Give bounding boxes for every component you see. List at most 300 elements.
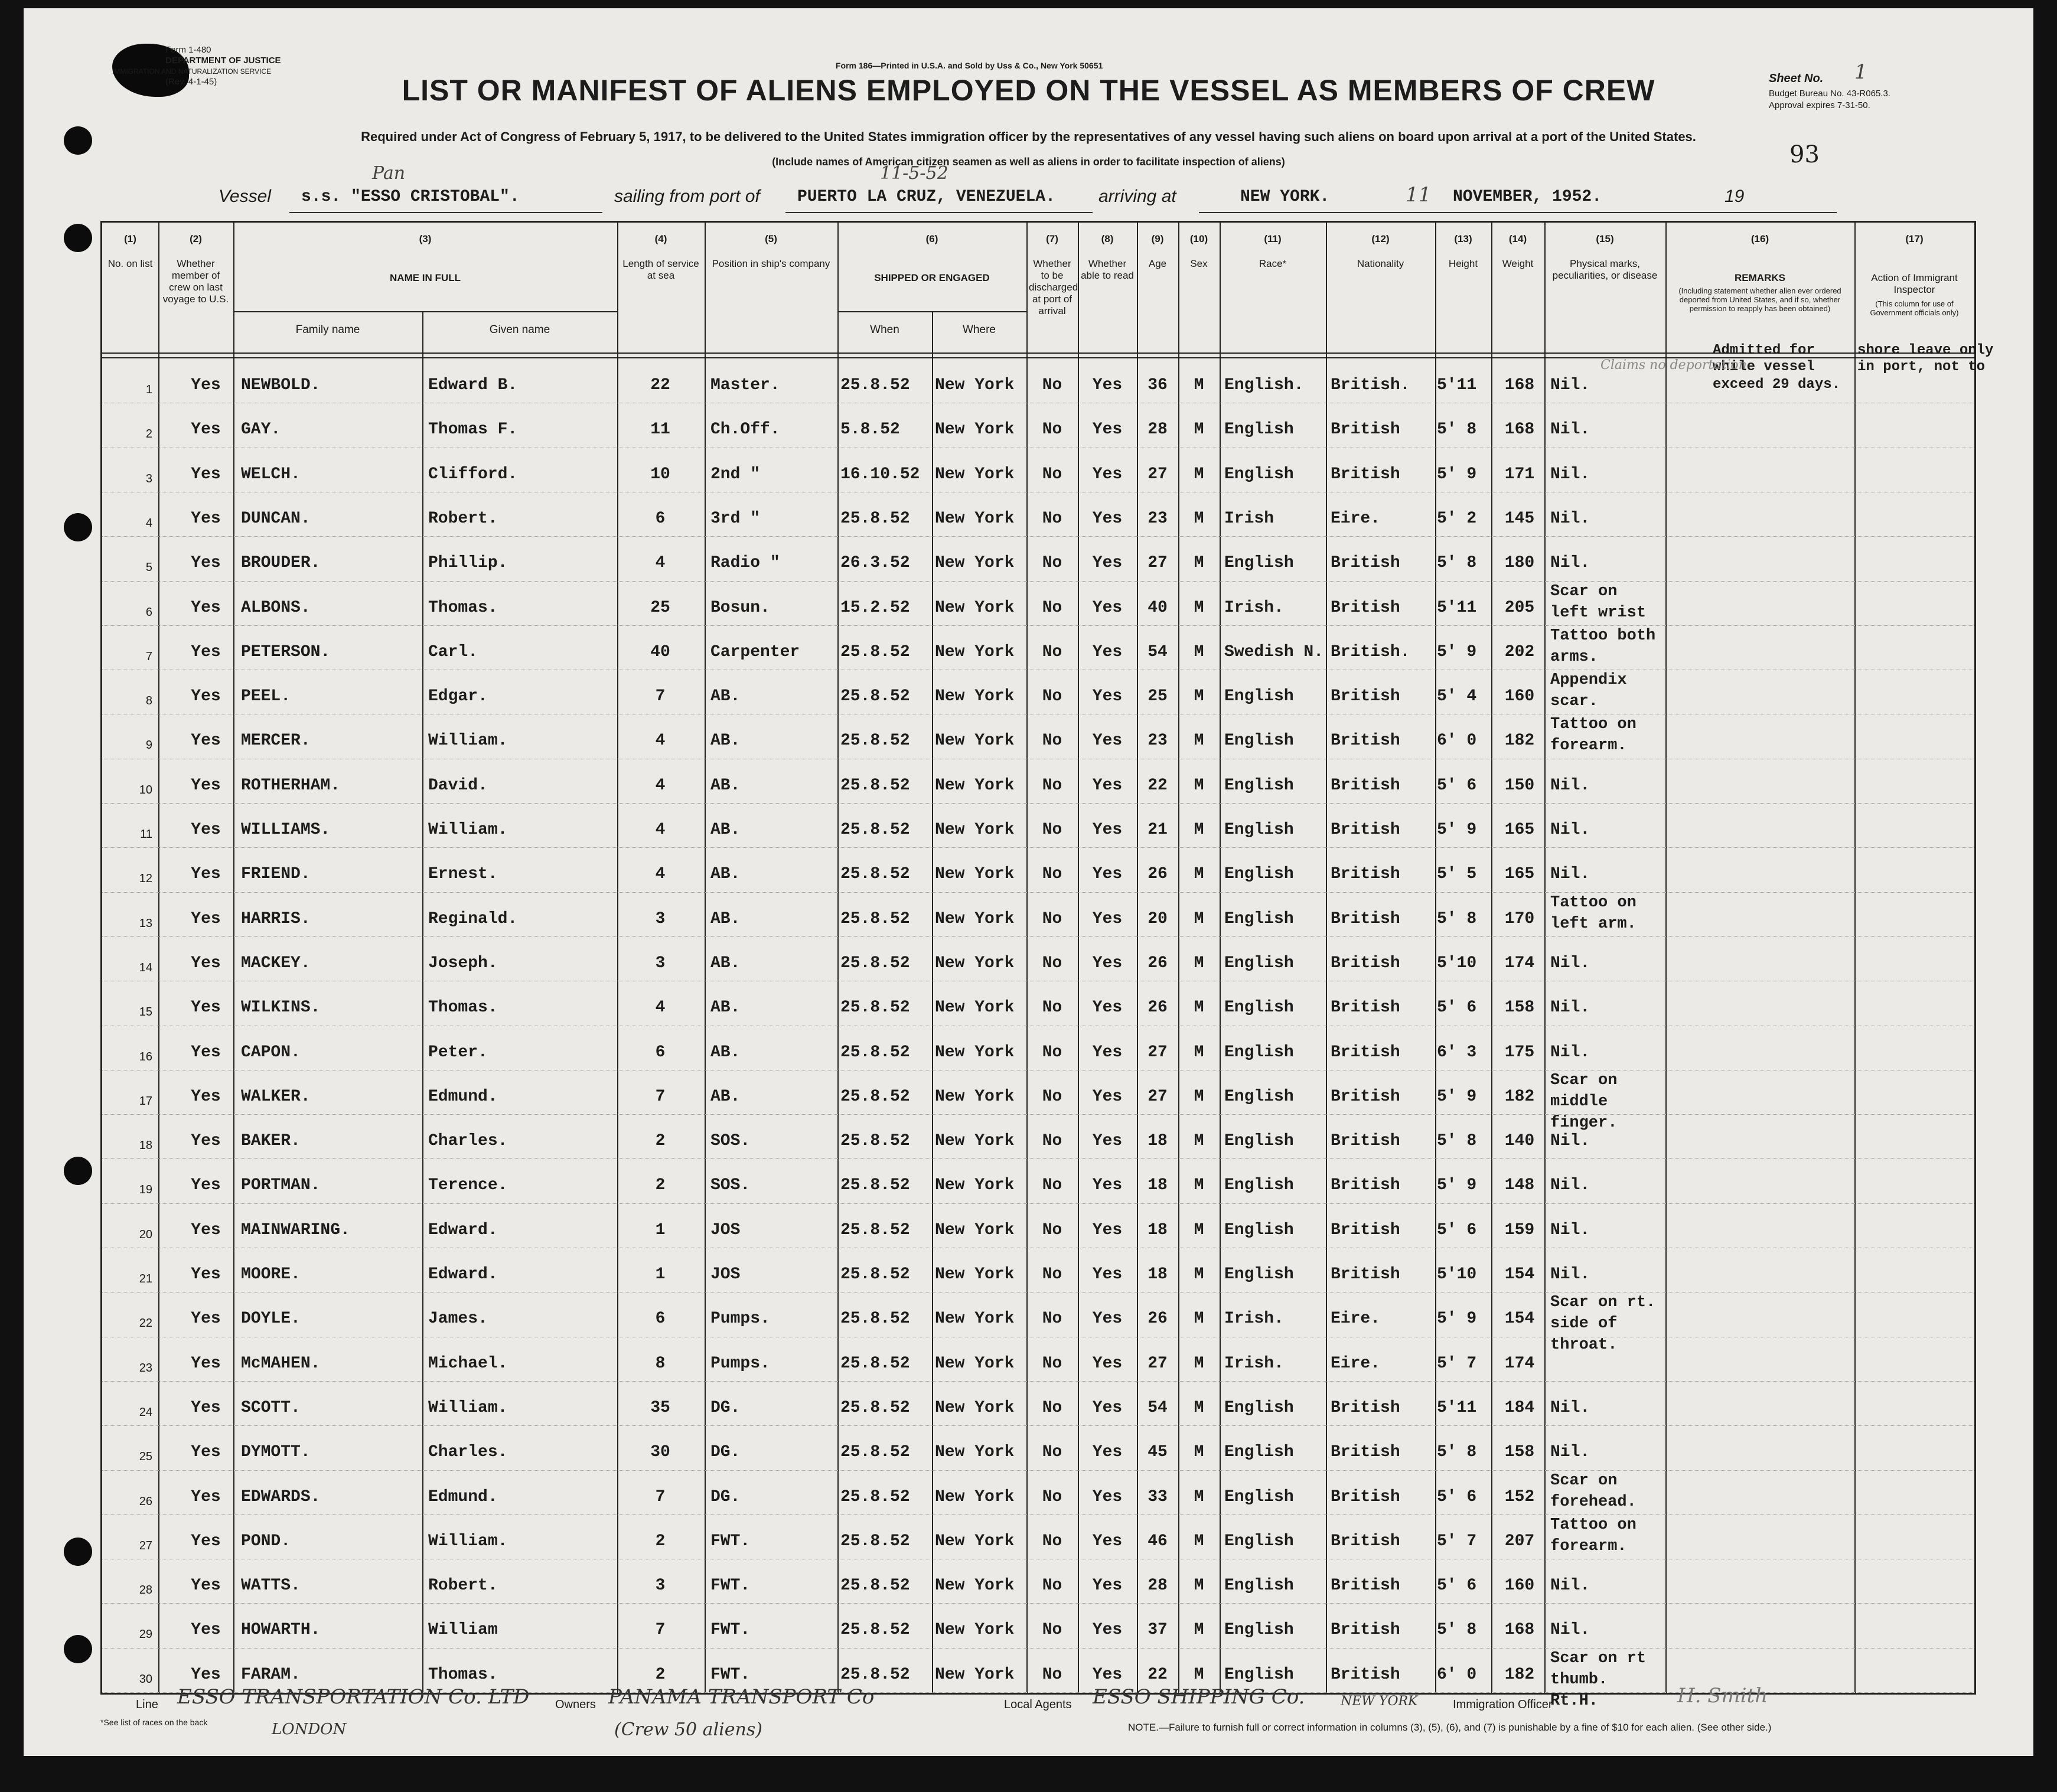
cell-position: Pumps.: [710, 1354, 770, 1373]
cell-given: Peter.: [428, 1043, 488, 1062]
cell-sex: M: [1194, 865, 1204, 884]
cell-sex: M: [1194, 954, 1204, 972]
cell-age: 27: [1148, 465, 1168, 484]
cell-age: 22: [1148, 776, 1168, 795]
column-header: NAME IN FULL: [390, 272, 461, 283]
cell-where: New York: [935, 1665, 1015, 1684]
cell-race: English: [1224, 687, 1294, 706]
column-header: No. on list: [107, 258, 153, 269]
cell-sex: M: [1194, 1220, 1204, 1239]
cell-disch: No: [1042, 1576, 1062, 1595]
cell-when: 25.8.52: [840, 732, 910, 750]
cell-sex: M: [1194, 687, 1204, 706]
cell-nat: British.: [1331, 376, 1410, 394]
cell-marks: Nil.: [1550, 1576, 1590, 1595]
cell-height: 6' 3: [1437, 1043, 1477, 1062]
cell-position: AB.: [710, 776, 741, 795]
cell-where: New York: [935, 1487, 1015, 1506]
cell-service: 2: [655, 1132, 666, 1151]
cell-nat: British: [1331, 554, 1400, 573]
cell-weight: 150: [1504, 776, 1535, 795]
cell-nat: Eire.: [1331, 1354, 1381, 1373]
cell-service: 2: [655, 1176, 666, 1195]
cell-read: Yes: [1092, 1087, 1123, 1106]
cell-read: Yes: [1092, 998, 1123, 1017]
cell-nat: British: [1331, 998, 1400, 1017]
cell-race: English: [1224, 1043, 1294, 1062]
cell-disch: No: [1042, 376, 1062, 394]
cell-given: David.: [428, 776, 488, 795]
cell-position: FWT.: [710, 1621, 751, 1640]
cell-disch: No: [1042, 909, 1062, 928]
cell-given: Clifford.: [428, 465, 518, 484]
cell-age: 40: [1148, 598, 1168, 617]
cell-age: 26: [1148, 1310, 1168, 1329]
cell-when: 25.8.52: [840, 1576, 910, 1595]
column-number: (6): [925, 233, 938, 244]
cell-age: 27: [1148, 1087, 1168, 1106]
cell-given: Thomas F.: [428, 420, 518, 439]
cell-service: 4: [655, 865, 666, 884]
cell-nat: British: [1331, 598, 1400, 617]
cell-weight: 174: [1504, 954, 1535, 972]
department-label: DEPARTMENT OF JUSTICE: [165, 56, 281, 66]
cell-weight: 174: [1504, 1354, 1535, 1373]
cell-age: 18: [1148, 1265, 1168, 1284]
cell-marks: Scar on rt. side of throat.: [1550, 1294, 1656, 1354]
cell-height: 5' 6: [1437, 1487, 1477, 1506]
cell-nat: British: [1331, 1087, 1400, 1106]
cell-race: English: [1224, 420, 1294, 439]
cell-family: MERCER.: [241, 732, 311, 750]
cell-marks: Tattoo both arms.: [1550, 626, 1656, 666]
manifest-page: [24, 8, 2033, 1756]
cell-prev: Yes: [191, 1398, 221, 1417]
column-number: (10): [1189, 233, 1208, 244]
cell-read: Yes: [1092, 776, 1123, 795]
cell-race: English: [1224, 1265, 1294, 1284]
cell-height: 5' 8: [1437, 909, 1477, 928]
column-number: (9): [1151, 233, 1164, 244]
cell-family: WALKER.: [241, 1087, 311, 1106]
row-number: 26: [139, 1494, 152, 1508]
cell-service: 10: [650, 465, 670, 484]
cell-given: Robert.: [428, 1576, 498, 1595]
cell-height: 5' 8: [1437, 420, 1477, 439]
cell-when: 25.8.52: [840, 642, 910, 661]
cell-position: FWT.: [710, 1532, 751, 1551]
page-number: 93: [1789, 141, 1820, 168]
cell-when: 25.8.52: [840, 1132, 910, 1151]
cell-sex: M: [1194, 1443, 1204, 1462]
vessel-label: Vessel: [219, 187, 271, 206]
cell-weight: 202: [1504, 642, 1535, 661]
cell-disch: No: [1042, 1532, 1062, 1551]
column-note: (Including statement whether alien ever ordered deported from United States, and if so, whether permission to reapply has been obtained): [1678, 286, 1841, 313]
cell-weight: 184: [1504, 1398, 1535, 1417]
cell-age: 25: [1148, 687, 1168, 706]
cell-sex: M: [1194, 420, 1204, 439]
cell-service: 2: [655, 1532, 666, 1551]
cell-age: 26: [1148, 954, 1168, 972]
row-number: 9: [145, 739, 152, 752]
line-value: ESSO TRANSPORTATION Co. LTD: [177, 1685, 530, 1709]
cell-read: Yes: [1092, 954, 1123, 972]
cell-position: FWT.: [710, 1665, 751, 1684]
cell-disch: No: [1042, 1176, 1062, 1195]
cell-race: English: [1224, 1532, 1294, 1551]
cell-age: 27: [1148, 1354, 1168, 1373]
cell-prev: Yes: [191, 1665, 221, 1684]
cell-sex: M: [1194, 821, 1204, 839]
cell-weight: 180: [1504, 554, 1535, 573]
race-note: *See list of races on the back: [100, 1718, 208, 1727]
cell-read: Yes: [1092, 420, 1123, 439]
cell-age: 18: [1148, 1220, 1168, 1239]
cell-height: 5' 9: [1437, 1087, 1477, 1106]
cell-age: 36: [1148, 376, 1168, 394]
punch-hole: [64, 1157, 92, 1185]
cell-service: 4: [655, 732, 666, 750]
cell-nat: Eire.: [1331, 509, 1381, 528]
cell-sex: M: [1194, 1487, 1204, 1506]
cell-disch: No: [1042, 687, 1062, 706]
cell-marks: Nil.: [1550, 1265, 1590, 1284]
cell-disch: No: [1042, 1443, 1062, 1462]
cell-height: 6' 0: [1437, 1665, 1477, 1684]
cell-where: New York: [935, 821, 1015, 839]
owners-value: PANAMA TRANSPORT Co: [608, 1685, 875, 1709]
cell-given: Ernest.: [428, 865, 498, 884]
cell-age: 45: [1148, 1443, 1168, 1462]
cell-height: 5' 9: [1437, 642, 1477, 661]
cell-when: 26.3.52: [840, 554, 910, 573]
cell-nat: British: [1331, 687, 1400, 706]
cell-prev: Yes: [191, 865, 221, 884]
cell-when: 25.8.52: [840, 998, 910, 1017]
cell-given: Edward.: [428, 1265, 498, 1284]
cell-given: Robert.: [428, 509, 498, 528]
cell-weight: 158: [1504, 1443, 1535, 1462]
column-header: Whether able to read: [1081, 258, 1134, 281]
cell-position: Radio ": [710, 554, 780, 573]
printer-line: Form 186—Printed in U.S.A. and Sold by Uss & Co., New York 50651: [836, 61, 1103, 70]
column-header: Position in ship's company: [712, 258, 830, 269]
cell-prev: Yes: [191, 1176, 221, 1195]
cell-marks: Tattoo on left arm.: [1550, 893, 1637, 933]
cell-nat: British: [1331, 1176, 1400, 1195]
cell-sex: M: [1194, 1310, 1204, 1329]
cell-race: English: [1224, 776, 1294, 795]
cell-sex: M: [1194, 465, 1204, 484]
cell-nat: British: [1331, 954, 1400, 972]
cell-sex: M: [1194, 1665, 1204, 1684]
column-number: (12): [1371, 233, 1390, 244]
cell-family: NEWBOLD.: [241, 376, 321, 394]
cell-service: 4: [655, 554, 666, 573]
cell-where: New York: [935, 1354, 1015, 1373]
subnote: (Include names of American citizen seamen as well as aliens in order to facilitate inspection of aliens): [772, 156, 1285, 168]
cell-race: English: [1224, 1576, 1294, 1595]
cell-service: 25: [650, 598, 670, 617]
cell-when: 25.8.52: [840, 909, 910, 928]
cell-service: 7: [655, 1621, 666, 1640]
cell-position: AB.: [710, 1087, 741, 1106]
cell-where: New York: [935, 687, 1015, 706]
column-header: Physical marks, peculiarities, or disease: [1552, 258, 1658, 281]
cell-weight: 160: [1504, 1576, 1535, 1595]
cell-when: 25.8.52: [840, 1532, 910, 1551]
cell-where: New York: [935, 998, 1015, 1017]
cell-age: 46: [1148, 1532, 1168, 1551]
cell-given: Edgar.: [428, 687, 488, 706]
cell-where: New York: [935, 865, 1015, 884]
cell-disch: No: [1042, 1043, 1062, 1062]
cell-marks: Nil.: [1550, 998, 1590, 1017]
cell-position: FWT.: [710, 1576, 751, 1595]
punch-hole: [64, 1538, 92, 1566]
cell-given: Thomas.: [428, 998, 498, 1017]
cell-service: 40: [650, 642, 670, 661]
cell-age: 23: [1148, 509, 1168, 528]
cell-height: 5'11: [1437, 376, 1477, 394]
cell-read: Yes: [1092, 821, 1123, 839]
cell-service: 2: [655, 1665, 666, 1684]
cell-weight: 158: [1504, 998, 1535, 1017]
cell-read: Yes: [1092, 1354, 1123, 1373]
cell-disch: No: [1042, 598, 1062, 617]
cell-height: 5' 4: [1437, 687, 1477, 706]
cell-disch: No: [1042, 420, 1062, 439]
column-header: Height: [1448, 258, 1478, 269]
cell-race: English: [1224, 554, 1294, 573]
cell-position: Master.: [710, 376, 780, 394]
cell-given: James.: [428, 1310, 488, 1329]
cell-position: SOS.: [710, 1132, 751, 1151]
sailing-hand-note: 11-5-52: [880, 163, 948, 184]
line-label: Line: [136, 1698, 158, 1711]
cell-race: English: [1224, 1087, 1294, 1106]
cell-age: 54: [1148, 1398, 1168, 1417]
cell-age: 26: [1148, 998, 1168, 1017]
cell-when: 25.8.52: [840, 1621, 910, 1640]
row-number: 24: [139, 1405, 152, 1419]
cell-when: 25.8.52: [840, 1220, 910, 1239]
cell-family: PORTMAN.: [241, 1176, 321, 1195]
row-number: 20: [139, 1228, 152, 1241]
cell-weight: 160: [1504, 687, 1535, 706]
cell-service: 3: [655, 954, 666, 972]
column-header: Weight: [1502, 258, 1534, 269]
cell-height: 5' 9: [1437, 465, 1477, 484]
cell-service: 3: [655, 1576, 666, 1595]
cell-nat: British: [1331, 909, 1400, 928]
punch-hole: [64, 1635, 92, 1663]
cell-when: 25.8.52: [840, 1665, 910, 1684]
cell-disch: No: [1042, 509, 1062, 528]
cell-where: New York: [935, 909, 1015, 928]
officer-label: Immigration Officer: [1453, 1698, 1553, 1711]
cell-when: 25.8.52: [840, 1398, 910, 1417]
cell-nat: British.: [1331, 642, 1410, 661]
cell-disch: No: [1042, 1487, 1062, 1506]
cell-position: AB.: [710, 687, 741, 706]
cell-where: New York: [935, 1310, 1015, 1329]
cell-given: Charles.: [428, 1132, 508, 1151]
officer-signature: H. Smith: [1677, 1684, 1768, 1708]
cell-prev: Yes: [191, 998, 221, 1017]
cell-given: Carl.: [428, 642, 478, 661]
cell-race: English: [1224, 1132, 1294, 1151]
cell-prev: Yes: [191, 465, 221, 484]
cell-sex: M: [1194, 1043, 1204, 1062]
cell-family: FARAM.: [241, 1665, 301, 1684]
column-header: Nationality: [1357, 258, 1404, 269]
cell-when: 16.10.52: [840, 465, 920, 484]
column-header: Whether member of crew on last voyage to U.S.: [162, 258, 229, 305]
cell-prev: Yes: [191, 821, 221, 839]
budget-bureau: Budget Bureau No. 43-R065.3.: [1769, 89, 1890, 99]
cell-weight: 168: [1504, 376, 1535, 394]
cell-marks: Nil.: [1550, 1220, 1590, 1239]
cell-prev: Yes: [191, 1132, 221, 1151]
cell-disch: No: [1042, 642, 1062, 661]
cell-marks: Nil.: [1550, 1443, 1590, 1462]
cell-prev: Yes: [191, 732, 221, 750]
cell-given: Joseph.: [428, 954, 498, 972]
cell-service: 6: [655, 509, 666, 528]
cell-disch: No: [1042, 732, 1062, 750]
cell-age: 27: [1148, 554, 1168, 573]
cell-when: 25.8.52: [840, 776, 910, 795]
cell-height: 5' 8: [1437, 1443, 1477, 1462]
cell-service: 30: [650, 1443, 670, 1462]
cell-sex: M: [1194, 1176, 1204, 1195]
cell-family: HARRIS.: [241, 909, 311, 928]
cell-nat: British: [1331, 821, 1400, 839]
cell-weight: 175: [1504, 1043, 1535, 1062]
cell-marks: Nil.: [1550, 1398, 1590, 1417]
cell-age: 26: [1148, 865, 1168, 884]
cell-disch: No: [1042, 1265, 1062, 1284]
cell-service: 22: [650, 376, 670, 394]
cell-read: Yes: [1092, 1443, 1123, 1462]
cell-service: 11: [650, 420, 670, 439]
cell-age: 18: [1148, 1176, 1168, 1195]
cell-marks: Nil.: [1550, 509, 1590, 528]
cell-disch: No: [1042, 1398, 1062, 1417]
agents-city: NEW YORK: [1341, 1694, 1418, 1709]
sailing-port: PUERTO LA CRUZ, VENEZUELA.: [797, 188, 1055, 206]
cell-family: DUNCAN.: [241, 509, 311, 528]
cell-when: 25.8.52: [840, 821, 910, 839]
cell-marks: Nil.: [1550, 1043, 1590, 1062]
cell-given: William.: [428, 821, 508, 839]
cell-where: New York: [935, 509, 1015, 528]
cell-prev: Yes: [191, 687, 221, 706]
cell-position: Pumps.: [710, 1310, 770, 1329]
cell-nat: British: [1331, 1132, 1400, 1151]
cell-family: PETERSON.: [241, 642, 331, 661]
sailing-label: sailing from port of: [614, 187, 760, 206]
cell-family: MACKEY.: [241, 954, 311, 972]
sheet-number: 1: [1854, 60, 1867, 84]
row-number: 4: [145, 516, 152, 530]
row-number: 11: [140, 828, 152, 841]
cell-read: Yes: [1092, 1043, 1123, 1062]
cell-height: 5' 6: [1437, 1220, 1477, 1239]
cell-prev: Yes: [191, 598, 221, 617]
cell-position: Carpenter: [710, 642, 800, 661]
cell-position: Ch.Off.: [710, 420, 780, 439]
row-number: 14: [139, 961, 152, 974]
cell-age: 54: [1148, 642, 1168, 661]
cell-family: WATTS.: [241, 1576, 301, 1595]
cell-prev: Yes: [191, 420, 221, 439]
cell-prev: Yes: [191, 554, 221, 573]
cell-where: New York: [935, 1265, 1015, 1284]
cell-prev: Yes: [191, 1220, 221, 1239]
column-note: (This column for use of Government officials only): [1870, 299, 1959, 317]
cell-height: 5'11: [1437, 598, 1477, 617]
cell-weight: 145: [1504, 509, 1535, 528]
cell-family: DOYLE.: [241, 1310, 301, 1329]
cell-height: 6' 0: [1437, 732, 1477, 750]
cell-where: New York: [935, 598, 1015, 617]
column-header: Whether to be discharged at port of arrival: [1029, 258, 1078, 316]
cell-prev: Yes: [191, 1310, 221, 1329]
agents-value: ESSO SHIPPING Co.: [1093, 1685, 1305, 1709]
cell-where: New York: [935, 1087, 1015, 1106]
cell-position: JOS: [710, 1220, 741, 1239]
row-number: 22: [139, 1317, 152, 1330]
cell-family: EDWARDS.: [241, 1487, 321, 1506]
row-number: 3: [145, 472, 152, 485]
punch-hole: [64, 513, 92, 541]
cell-family: FRIEND.: [241, 865, 311, 884]
cell-marks: Nil.: [1550, 776, 1590, 795]
row-number: 28: [139, 1584, 152, 1597]
cell-marks: Nil.: [1550, 1132, 1590, 1151]
cell-nat: British: [1331, 1398, 1400, 1417]
cell-marks: Nil.: [1550, 465, 1590, 484]
cell-service: 1: [655, 1265, 666, 1284]
arrival-port: NEW YORK.: [1240, 188, 1330, 206]
cell-sex: M: [1194, 909, 1204, 928]
cell-read: Yes: [1092, 909, 1123, 928]
cell-sex: M: [1194, 1532, 1204, 1551]
cell-when: 25.8.52: [840, 954, 910, 972]
cell-service: 7: [655, 1487, 666, 1506]
cell-marks: Nil.: [1550, 1621, 1590, 1640]
cell-read: Yes: [1092, 1176, 1123, 1195]
cell-race: English: [1224, 998, 1294, 1017]
column-number: (5): [765, 233, 777, 244]
revision-label: (Rev. 4-1-45): [165, 77, 217, 87]
cell-weight: 182: [1504, 1087, 1535, 1106]
cell-where: New York: [935, 1576, 1015, 1595]
cell-height: 5' 8: [1437, 554, 1477, 573]
column-subheader: Family name: [295, 324, 360, 336]
cell-family: MOORE.: [241, 1265, 301, 1284]
cell-sex: M: [1194, 554, 1204, 573]
cell-when: 25.8.52: [840, 1310, 910, 1329]
row-number: 21: [139, 1272, 152, 1285]
cell-given: William.: [428, 1398, 508, 1417]
cell-given: Phillip.: [428, 554, 508, 573]
row-number: 18: [139, 1139, 152, 1153]
cell-race: Irish.: [1224, 598, 1284, 617]
